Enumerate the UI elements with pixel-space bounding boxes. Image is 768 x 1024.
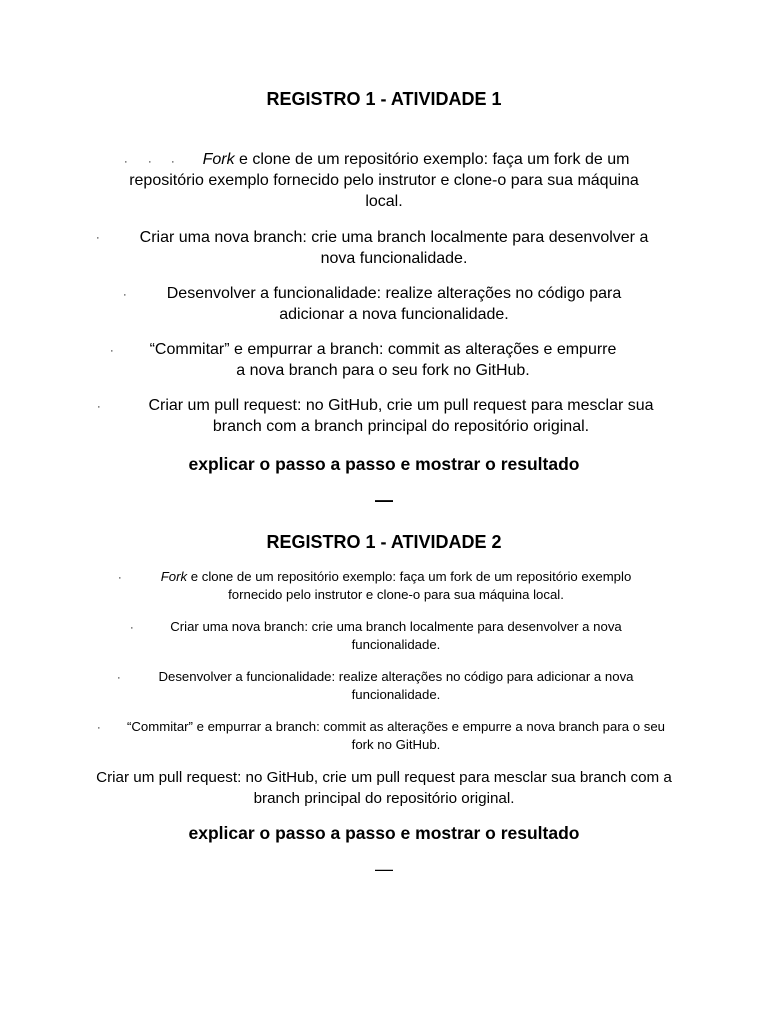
section1-item2-bullet: · [96, 232, 100, 244]
section1-heading: REGISTRO 1 - ATIVIDADE 1 [266, 89, 502, 109]
section1-item5-bullet: · [97, 401, 101, 413]
section1-item1-bullet-b: · [148, 156, 152, 168]
section2-item4-bullet: · [97, 722, 101, 734]
section1-item1-bullet-a: · [124, 156, 128, 168]
section1-item4-bullet: · [110, 345, 114, 357]
section1-item1-bullet-c: · [171, 156, 175, 168]
section2-instruction: explicar o passo a passo e mostrar o resultado [188, 823, 580, 843]
section2-item4-text: “Commitar” e empurrar a branch: commit as alterações e empurre a nova branch para o seu fork no GitHub. [127, 719, 665, 752]
section1-item5-text: Criar um pull request: no GitHub, crie um pull request para mesclar sua branch com a branch principal do repositório original. [148, 397, 654, 435]
fork-italic-2: Fork [160, 569, 188, 584]
section2-item2-text: Criar uma nova branch: crie uma branch localmente para desenvolver a nova funcionalidade. [170, 619, 622, 652]
section1-item3-bullet: · [123, 289, 127, 301]
section2-separator: — [375, 859, 393, 879]
section2-item5-text: Criar um pull request: no GitHub, crie um pull request para mesclar sua branch com a branch principal do repositório original. [96, 769, 672, 807]
section1-item1-text [118, 149, 650, 212]
section1-item3-text: Desenvolver a funcionalidade: realize alterações no código para adicionar a nova funcionalidade. [166, 285, 622, 323]
section1-item1-rest: e clone de um repositório exemplo: faça um fork de um repositório exemplo fornecido pelo instrutor e clone-o para sua máquina local. [129, 151, 639, 210]
section2-item2-bullet: · [130, 622, 134, 634]
section1-separator: — [375, 490, 393, 510]
section2-item3-text: Desenvolver a funcionalidade: realize alterações no código para adicionar a nova funcionalidade. [158, 669, 634, 702]
section2-item1-text [138, 568, 654, 603]
section2-item1-bullet: · [118, 572, 122, 584]
section2-item1-rest: e clone de um repositório exemplo: faça um fork de um repositório exemplo fornecido pelo instrutor e clone-o para sua máquina local. [187, 569, 632, 602]
section1-item2-text: Criar uma nova branch: crie uma branch localmente para desenvolver a nova funcionalidade. [139, 229, 649, 267]
section1-instruction: explicar o passo a passo e mostrar o resultado [188, 454, 580, 474]
section2-heading: REGISTRO 1 - ATIVIDADE 2 [266, 532, 502, 552]
section1-item4-text: “Commitar” e empurrar a branch: commit as alterações e empurre a nova branch para o seu fork no GitHub. [149, 341, 617, 379]
fork-italic: Fork [202, 151, 235, 168]
section2-item3-bullet: · [117, 672, 121, 684]
